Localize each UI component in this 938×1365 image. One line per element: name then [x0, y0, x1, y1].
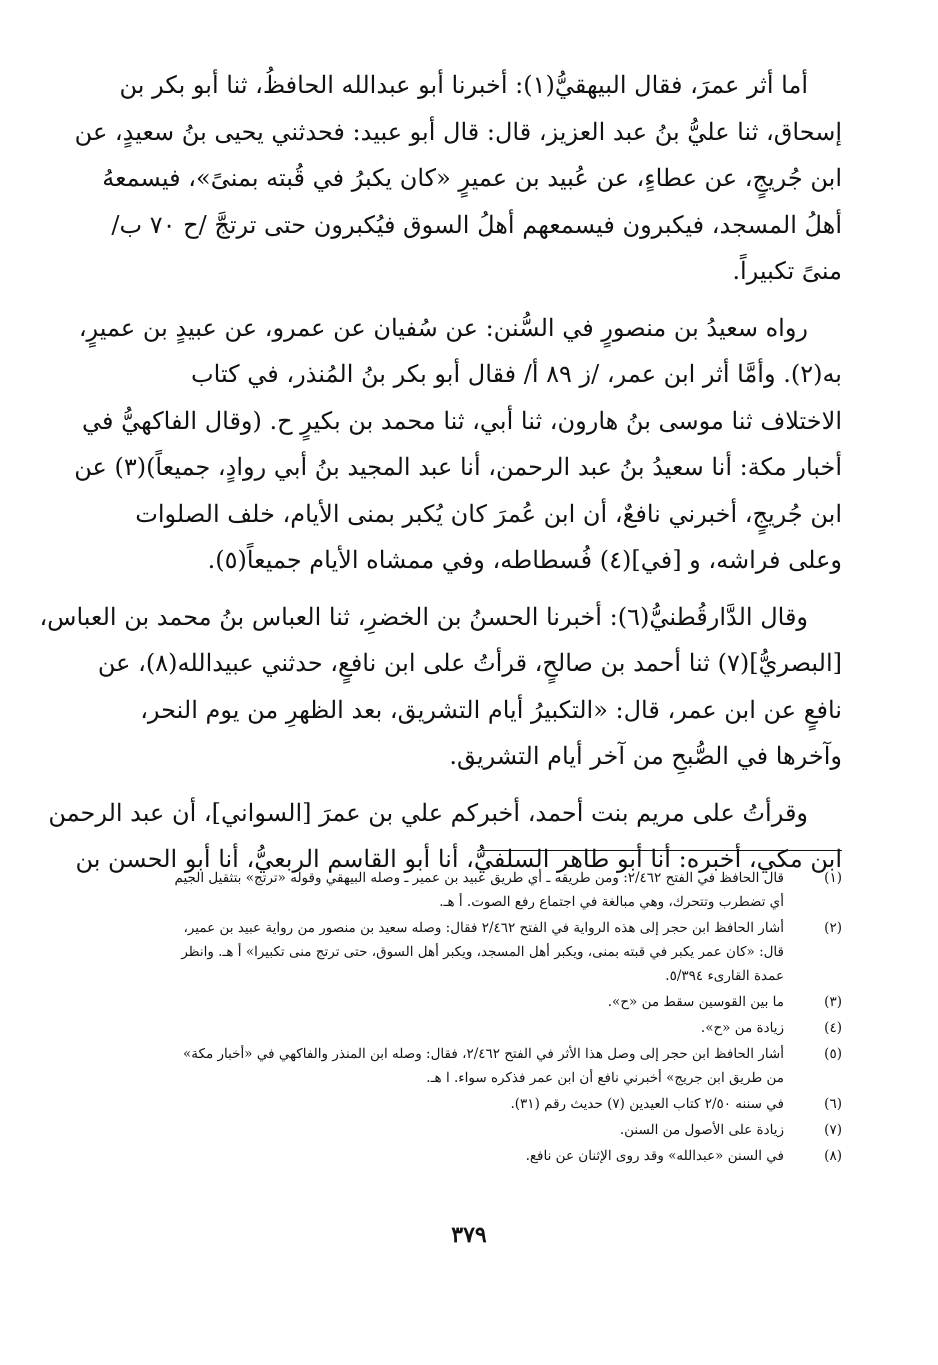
text-line: ابن جُريجٍ، عن عطاءٍ، عن عُبيد بن عميرٍ «كان يكبرُ في قُبته بمنىً»، فيسمعهُ [102, 164, 842, 192]
footnote-text [88, 1042, 784, 1090]
footnote-text [88, 916, 784, 988]
footnote-text [88, 1118, 784, 1142]
footnote-line: قال الحافظ في الفتح ٢/٤٦٢: ومن طريقه ـ أي طريق عبيد بن عمير ـ وصله البيهقي وقوله «ترتج» بتثقيل الجيم [174, 870, 784, 886]
text-line: إسحاق، ثنا عليُّ بنُ عبد العزيز، قال: قال أبو عبيد: فحدثني يحيى بنُ سعيدٍ، عن [74, 117, 842, 146]
footnote-number: (٧) [824, 1122, 842, 1138]
text-line: [البصريُّ](٧) ثنا أحمد بن صالحٍ، قرأتُ على ابن نافعٍ، حدثني عبيدالله(٨)، عن [97, 649, 842, 677]
page-number: ٣٧٩ [451, 1222, 487, 1248]
text-line: وعلى فراشه، و [في](٤) فُسطاطه، وفي ممشاه الأيام جميعاً(٥). [207, 546, 842, 574]
text-line: ابن جُريجٍ، أخبرني نافعٌ، أن ابن عُمرَ كان يُكبر بمنى الأيام، خلف الصلوات [135, 499, 842, 528]
text-line: أهلُ المسجد، فيكبرون فيسمعهم أهلُ السوق فيُكبرون حتى ترتجَّ /ح ٧٠ ب/ [111, 210, 842, 239]
footnote-divider [482, 850, 842, 851]
text-line: أما أثر عمرَ، فقال البيهقيُّ(١): أخبرنا أبو عبدالله الحافظُ، ثنا أبو بكر بن [119, 71, 808, 99]
paragraph-3 [39, 594, 842, 780]
footnote-line: قال: «كان عمر يكبر في قبته بمنى، ويكبر أهل المسجد، ويكبر أهل السوق، حتى ترتج منى تكبيرا» أ هـ. وانظر [181, 944, 784, 960]
footnote-line: في السنن «عبدالله» وقد روى الإثنان عن نافع. [525, 1148, 784, 1164]
text-line: رواه سعيدُ بن منصورٍ في السُّنن: عن سُفيان عن عمرو، عن عبيدٍ بن عميرٍ، [78, 313, 808, 342]
footnote-3 [88, 990, 842, 1014]
footnote-number: (٢) [824, 920, 842, 936]
footnote-4 [88, 1016, 842, 1040]
main-text [39, 62, 842, 883]
footnote-line: عمدة القارىء ٥/٣٩٤. [665, 968, 784, 984]
text-line: منىً تكبيراً. [732, 257, 842, 285]
text-line: به(٢). وأمَّا أثر ابن عمر، /ز ٨٩ أ/ فقال أبو بكر بنُ المُنذر، في كتاب [191, 360, 842, 388]
text-line: وآخرها في الصُّبحِ من آخر أيام التشريق. [449, 742, 842, 770]
footnote-5 [88, 1042, 842, 1090]
footnote-line: ما بين القوسين سقط من «ح». [607, 994, 784, 1010]
footnote-1 [88, 866, 842, 914]
footnote-line: أي تضطرب وتتحرك، وهي مبالغة في اجتماع رفع الصوت. أ هـ. [439, 894, 784, 910]
footnote-number: (١) [824, 870, 842, 886]
footnote-number: (٤) [824, 1020, 842, 1036]
footnote-8 [88, 1144, 842, 1168]
footnote-7 [88, 1118, 842, 1142]
footnote-text [88, 990, 784, 1014]
footnotes [88, 866, 842, 1170]
footnote-number: (٣) [824, 994, 842, 1010]
text-line: وقرأتُ على مريم بنت أحمد، أخبركم علي بن عمرَ [السواني]، أن عبد الرحمن [48, 798, 808, 827]
footnote-number: (٦) [824, 1096, 842, 1112]
footnote-text [88, 1016, 784, 1040]
footnote-line: من طريق ابن جريج» أخبرني نافع أن ابن عمر فذكره سواء. ا هـ. [426, 1070, 784, 1086]
footnote-text [88, 1092, 784, 1116]
footnote-text [88, 866, 784, 914]
paragraph-2 [74, 305, 842, 584]
text-line: الاختلاف ثنا موسى بنُ هارون، ثنا أبي، ثنا محمد بن بكيرٍ ح. (وقال الفاكهيُّ في [82, 406, 842, 435]
footnote-number: (٨) [824, 1148, 842, 1164]
footnote-line: في سننه ٢/٥٠ كتاب العيدين (٧) حديث رقم (٣١). [510, 1096, 784, 1112]
footnote-text [88, 1144, 784, 1168]
footnote-line: زيادة على الأصول من السنن. [619, 1122, 784, 1138]
text-line: نافعٍ عن ابن عمر، قال: «التكبيرُ أيام التشريق، بعد الظهرِ من يوم النحر، [140, 695, 842, 724]
text-line: أخبار مكة: أنا سعيدُ بنُ عبد الرحمن، أنا عبد المجيد بنُ أبي روادٍ، جميعاً)(٣) عن [74, 453, 842, 481]
paragraph-1 [74, 62, 842, 295]
footnote-number: (٥) [824, 1046, 842, 1062]
footnote-line: زيادة من «ح». [700, 1020, 784, 1036]
footnote-6 [88, 1092, 842, 1116]
text-line: وقال الدَّارقُطنيُّ(٦): أخبرنا الحسنُ بن الخضرِ، ثنا العباس بنُ محمد بن العباس، [39, 602, 808, 631]
text-line: ابن مكي، أخبره: أنا أبو طاهر السلفيُّ، أنا أبو القاسم الربعيُّ، أنا أبو الحسن بن [75, 845, 842, 873]
footnote-line: أشار الحافظ ابن حجر إلى وصل هذا الأثر في الفتح ٢/٤٦٢، فقال: وصله ابن المنذر والفاكهي في «أخبار مكة» [183, 1046, 784, 1062]
footnote-line: أشار الحافظ ابن حجر إلى هذه الرواية في الفتح ٢/٤٦٢ فقال: وصله سعيد بن منصور من رواية عبيد بن عمير، [183, 920, 784, 936]
footnote-2 [88, 916, 842, 988]
